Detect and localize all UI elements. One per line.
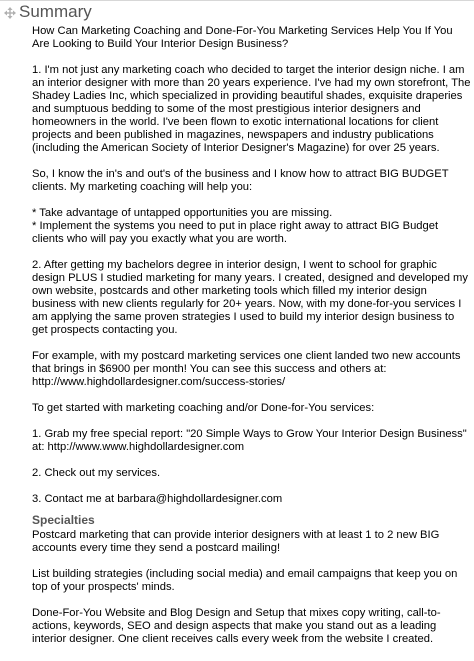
email-link[interactable]: barbara@highdollardesigner.com	[117, 493, 283, 505]
specialty-item: Postcard marketing that can provide interior designers with at least 1 to 2 new BIG accounts every time they send a postcard mailing!	[32, 529, 440, 554]
step-3	[32, 493, 472, 506]
move-icon[interactable]	[4, 6, 16, 18]
step-1-text: 1. Grab my free special report: "20 Simple Ways to Grow Your Interior Design Business" at:	[32, 428, 467, 453]
specialty-item: Done-For-You Website and Blog Design and Setup that mixes copy writing, call-to-actions, keywords, SEO and design aspects that make you stand out as a leading interior designer. One client receives calls every week from the website I created.	[32, 607, 441, 645]
design-background-paragraph: 2. After getting my bachelors degree in interior design, I went to school for graphic design PLUS I studied marketing for many years. I created, designed and developed my own website, postcards and other marketing tools which filled my interior design business with new clients regularly for 20+ years. Now, with my done-for-you services I am applying the same proven strategies I used to build my interior design business to get prospects contacting you.	[32, 259, 468, 336]
specialties-heading: Specialties	[32, 513, 95, 527]
section-title: Summary	[19, 2, 92, 21]
bullet-item: * Take advantage of untapped opportunities you are missing.	[32, 207, 333, 219]
report-link[interactable]: http://www.www.highdollardesigner.com	[47, 441, 245, 453]
get-started-paragraph: To get started with marketing coaching and/or Done-for-You services:	[32, 402, 375, 414]
summary-content	[32, 25, 472, 659]
intro-paragraph: How Can Marketing Coaching and Done-For-You Marketing Services Help You If You Are Looking to Build Your Interior Design Business?	[32, 25, 453, 50]
example-text: For example, with my postcard marketing services one client landed two new accounts that brings in $6900 per month! You can see this success and others at:	[32, 350, 461, 375]
step-2: 2. Check out my services.	[32, 467, 161, 479]
step-1	[32, 428, 472, 454]
experience-paragraph: 1. I'm not just any marketing coach who decided to target the interior design niche. I am an interior designer with more than 20 years experience. I've had my own storefront, The Shadey Ladies Inc, which specialized in providing beautiful shades, exquisite draperies and sumptuous bedding to some of the most prestigious interior designers and homeowners in the world. I've been flown to exotic international locations for client projects and been published in magazines, newspapers and industry publications (including the American Society of Interior Designer's Magazine) for over 25 years.	[32, 64, 471, 154]
success-stories-link[interactable]: http://www.highdollardesigner.com/success-stories/	[32, 376, 286, 388]
example-paragraph	[32, 350, 472, 389]
summary-header	[0, 0, 474, 25]
step-3-text: 3. Contact me at	[32, 493, 118, 505]
specialty-item: List building strategies (including social media) and email campaigns that keep you on top of your prospects' minds.	[32, 568, 458, 593]
budget-paragraph: So, I know the in's and out's of the business and I know how to attract BIG BUDGET clients. My marketing coaching will help you:	[32, 168, 449, 193]
bullet-item: * Implement the systems you need to put in place right away to attract BIG Budget clients who will pay you exactly what you are worth.	[32, 220, 439, 245]
